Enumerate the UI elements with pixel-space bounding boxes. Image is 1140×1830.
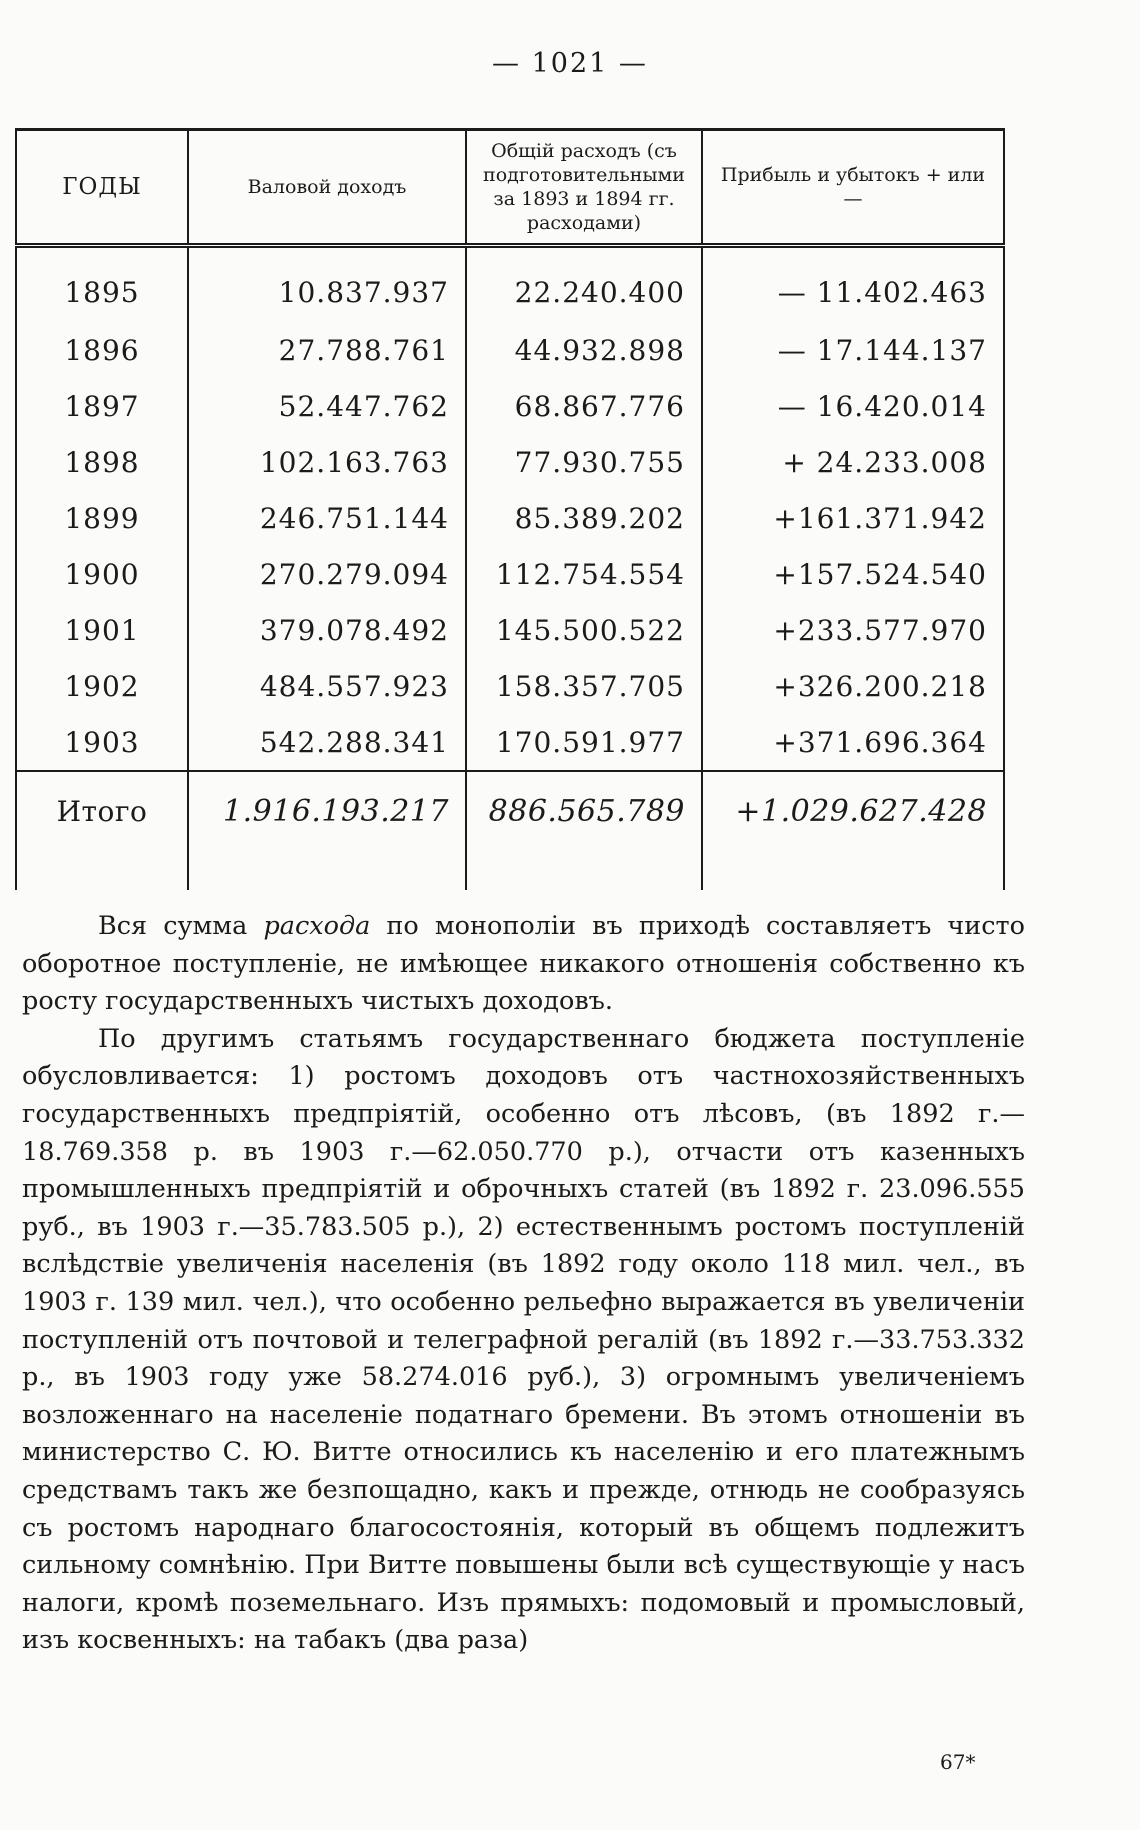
table-row [16, 246, 1004, 323]
paragraph-1-start: Вся сумма [98, 911, 264, 941]
cell-year: 1896 [16, 322, 188, 378]
cell-year: 1898 [16, 434, 188, 490]
body-text [22, 908, 1025, 1660]
cell-year: 1900 [16, 546, 188, 602]
cell-result: +371.696.364 [702, 714, 1004, 771]
table-total-row [16, 771, 1004, 850]
cell-result: +326.200.218 [702, 658, 1004, 714]
stats-table [15, 128, 1005, 890]
cell-result: + 24.233.008 [702, 434, 1004, 490]
page-number: — 1021 — [492, 48, 648, 79]
cell-expense: 158.357.705 [466, 658, 702, 714]
table-row [16, 714, 1004, 771]
cell-result: — 16.420.014 [702, 378, 1004, 434]
table-row [16, 322, 1004, 378]
paragraph-1-rest: по монополіи въ приходѣ составляетъ чисто оборотное поступленіе, не имѣющее никакого отношенія собственно къ росту государственныхъ чистыхъ доходовъ. [22, 911, 1025, 1017]
cell-expense: 77.930.755 [466, 434, 702, 490]
header-profit-loss: Прибыль и убытокъ + или — [702, 130, 1004, 246]
cell-result: +161.371.942 [702, 490, 1004, 546]
cell-expense: 170.591.977 [466, 714, 702, 771]
emphasis-word: расхода [263, 911, 371, 941]
cell-gross: 102.163.763 [188, 434, 466, 490]
cell-gross: 10.837.937 [188, 246, 466, 323]
cell-expense: 112.754.554 [466, 546, 702, 602]
table-header-row [16, 130, 1004, 246]
table-row [16, 378, 1004, 434]
cell-expense: 85.389.202 [466, 490, 702, 546]
cell-gross: 52.447.762 [188, 378, 466, 434]
cell-result: — 11.402.463 [702, 246, 1004, 323]
header-gross-income: Валовой доходъ [188, 130, 466, 246]
table-row [16, 658, 1004, 714]
table-row [16, 434, 1004, 490]
cell-year: 1902 [16, 658, 188, 714]
cell-year: 1901 [16, 602, 188, 658]
cell-result: +157.524.540 [702, 546, 1004, 602]
signature-mark: 67* [940, 1750, 976, 1774]
total-label: Итого [16, 771, 188, 850]
table-tail [16, 850, 1004, 890]
total-expense: 886.565.789 [466, 771, 702, 850]
cell-gross: 27.788.761 [188, 322, 466, 378]
cell-gross: 484.557.923 [188, 658, 466, 714]
total-gross: 1.916.193.217 [188, 771, 466, 850]
monopoly-revenue-table [15, 128, 1003, 880]
table-row [16, 490, 1004, 546]
cell-expense: 68.867.776 [466, 378, 702, 434]
cell-gross: 379.078.492 [188, 602, 466, 658]
header-years: ГОДЫ [16, 130, 188, 246]
header-total-expense: Общій расходъ (съ подготовительными за 1893 и 1894 гг. расходами) [466, 130, 702, 246]
cell-gross: 246.751.144 [188, 490, 466, 546]
cell-result: — 17.144.137 [702, 322, 1004, 378]
table-row [16, 546, 1004, 602]
cell-expense: 145.500.522 [466, 602, 702, 658]
cell-gross: 542.288.341 [188, 714, 466, 771]
cell-year: 1899 [16, 490, 188, 546]
total-result: +1.029.627.428 [702, 771, 1004, 850]
paragraph-1 [22, 908, 1025, 1021]
cell-expense: 22.240.400 [466, 246, 702, 323]
cell-expense: 44.932.898 [466, 322, 702, 378]
cell-year: 1897 [16, 378, 188, 434]
cell-gross: 270.279.094 [188, 546, 466, 602]
cell-result: +233.577.970 [702, 602, 1004, 658]
cell-year: 1895 [16, 246, 188, 323]
paragraph-2: По другимъ статьямъ государственнаго бюджета поступленіе обусловливается: 1) ростомъ доходовъ отъ частнохозяйственныхъ государственныхъ предпріятій, особенно отъ лѣсовъ, (въ 1892 г.— 18.769.358 р. въ 1903 г.—62.050.770 р.), отчасти отъ казенныхъ промышленныхъ предпріятій и оброчныхъ статей (въ 1892 г. 23.096.555 руб., въ 1903 г.—35.783.505 р.), 2) естественнымъ ростомъ поступленій вслѣдствіе увеличенія населенія (въ 1892 году около 118 мил. чел., въ 1903 г. 139 мил. чел.), что особенно рельефно выражается въ увеличеніи поступленій отъ почтовой и телеграфной регалій (въ 1892 г.—33.753.332 р., въ 1903 году уже 58.274.016 руб.), 3) огромнымъ увеличеніемъ возложеннаго на населеніе податнаго бремени. Въ этомъ отношеніи въ министерство С. Ю. Витте относились къ населенію и его платежнымъ средствамъ такъ же безпощадно, какъ и прежде, отнюдь не сообразуясь съ ростомъ народнаго благосостоянія, который въ общемъ подлежитъ сильному сомнѣнію. При Витте повышены были всѣ существующіе у насъ налоги, кромѣ поземельнаго. Изъ прямыхъ: подомовый и промысловый, изъ косвенныхъ: на табакъ (два раза) [22, 1023, 1025, 1656]
cell-year: 1903 [16, 714, 188, 771]
table-row [16, 602, 1004, 658]
